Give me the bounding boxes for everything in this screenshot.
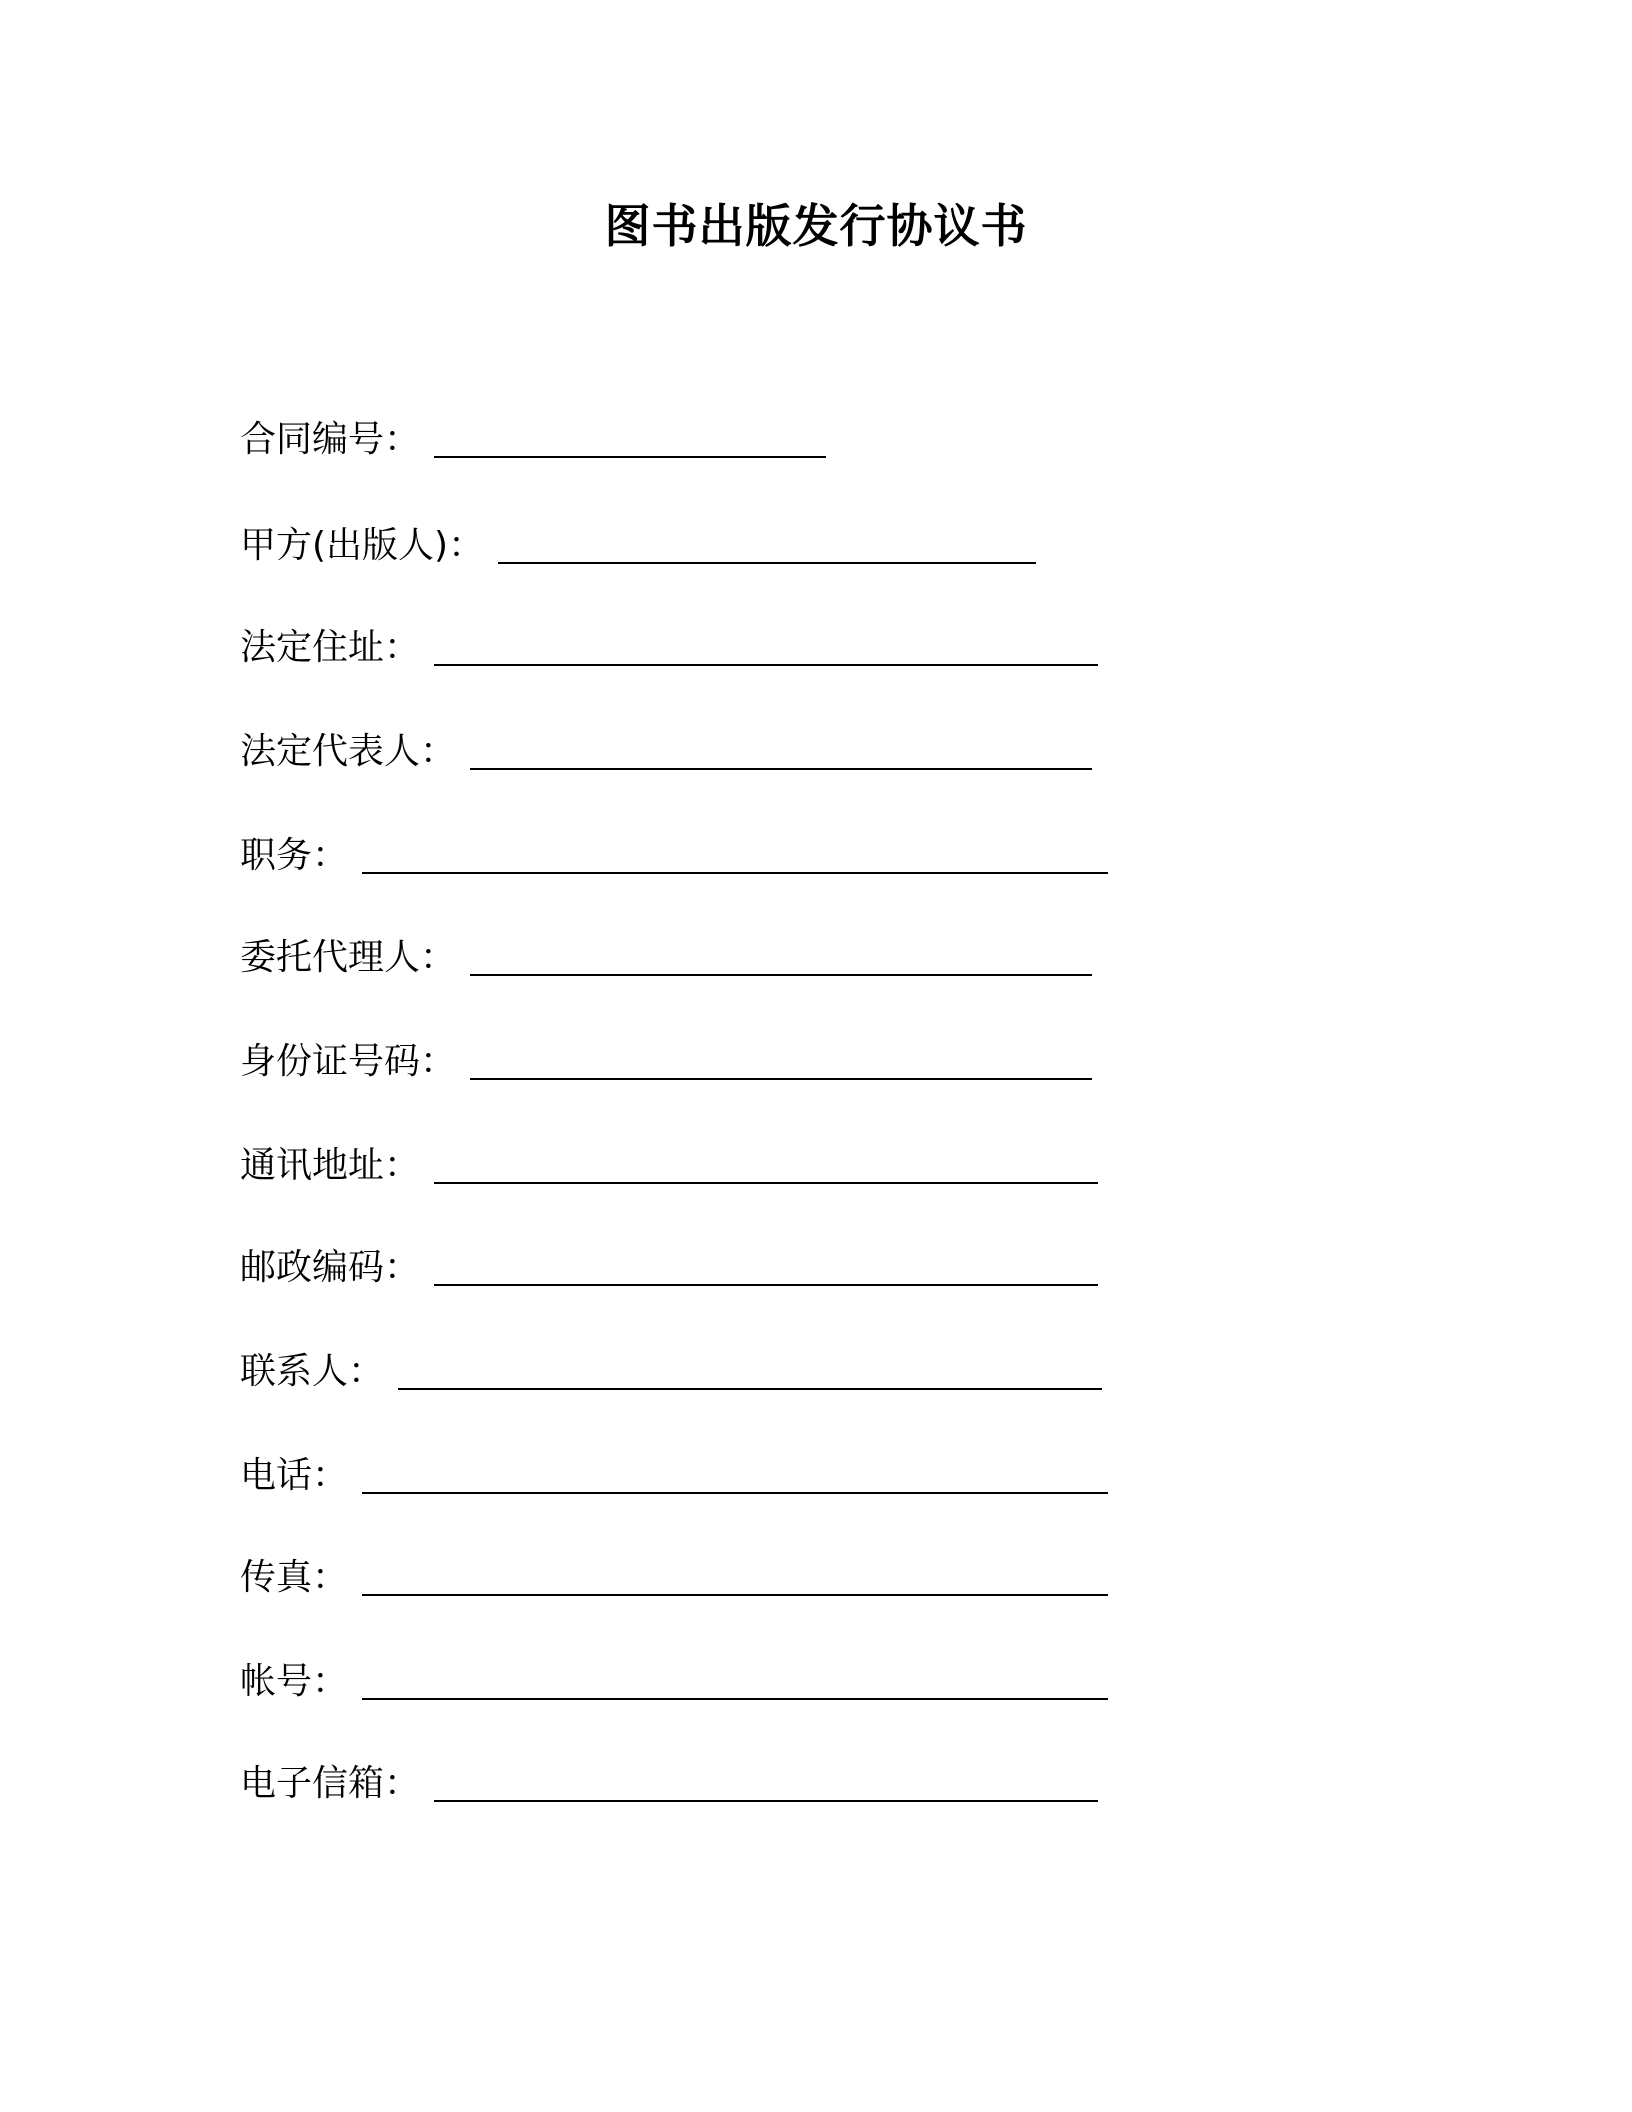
email-field	[240, 1756, 1098, 1806]
authorized-agent-blank[interactable]	[470, 974, 1092, 976]
fax-blank[interactable]	[362, 1594, 1108, 1596]
legal-address-field	[240, 620, 1098, 670]
contract-number-label: 合同编号：	[240, 419, 421, 460]
authorized-agent-field	[240, 930, 1092, 980]
phone-label: 电话：	[240, 1455, 349, 1496]
id-number-blank[interactable]	[470, 1078, 1092, 1080]
phone-field	[240, 1448, 1108, 1498]
phone-blank[interactable]	[362, 1492, 1108, 1494]
account-label: 帐号：	[240, 1661, 349, 1702]
legal-representative-label: 法定代表人：	[240, 731, 457, 772]
position-field	[240, 828, 1108, 878]
email-label: 电子信箱：	[240, 1763, 421, 1804]
party-a-label: 甲方(出版人)：	[240, 525, 485, 566]
legal-representative-field	[240, 724, 1092, 774]
account-field	[240, 1654, 1108, 1704]
contact-person-field	[240, 1344, 1102, 1394]
contact-person-blank[interactable]	[398, 1388, 1102, 1390]
mailing-address-field	[240, 1138, 1098, 1188]
contact-person-label: 联系人：	[240, 1351, 385, 1392]
fax-field	[240, 1550, 1108, 1600]
legal-address-label: 法定住址：	[240, 627, 421, 668]
party-a-field	[240, 518, 1036, 568]
id-number-field	[240, 1034, 1092, 1084]
contract-number-blank[interactable]	[434, 456, 826, 458]
position-blank[interactable]	[362, 872, 1108, 874]
account-blank[interactable]	[362, 1698, 1108, 1700]
contract-number-field	[240, 412, 826, 462]
fax-label: 传真：	[240, 1557, 349, 1598]
id-number-label: 身份证号码：	[240, 1041, 457, 1082]
legal-address-blank[interactable]	[434, 664, 1098, 666]
position-label: 职务：	[240, 835, 349, 876]
legal-representative-blank[interactable]	[470, 768, 1092, 770]
postal-code-field	[240, 1240, 1098, 1290]
mailing-address-blank[interactable]	[434, 1182, 1098, 1184]
party-a-blank[interactable]	[498, 562, 1036, 564]
postal-code-label: 邮政编码：	[240, 1247, 421, 1288]
postal-code-blank[interactable]	[434, 1284, 1098, 1286]
document-title: 图书出版发行协议书	[604, 199, 1028, 253]
mailing-address-label: 通讯地址：	[240, 1145, 421, 1186]
email-blank[interactable]	[434, 1800, 1098, 1802]
authorized-agent-label: 委托代理人：	[240, 937, 457, 978]
